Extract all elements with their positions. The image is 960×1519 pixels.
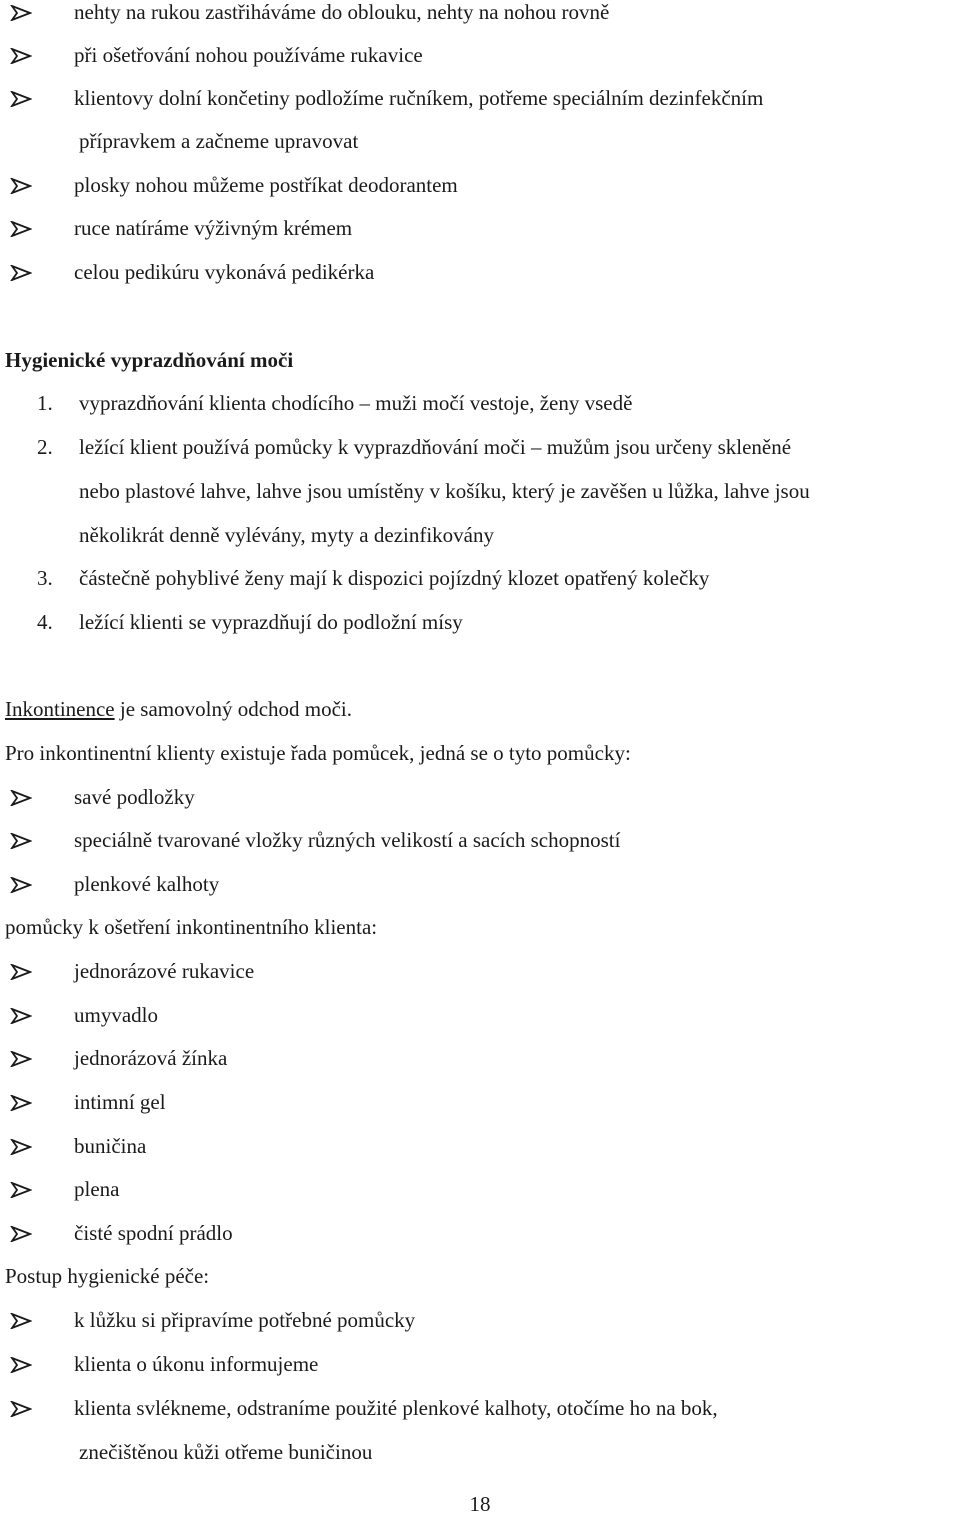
numbered-item	[37, 563, 960, 593]
list-item-text: čisté spodní prádlo	[74, 1221, 233, 1245]
item-text: ležící klient používá pomůcky k vyprazdňování moči – mužům jsou určeny skleněné	[79, 435, 792, 459]
arrowhead-bullet-icon	[10, 790, 32, 806]
item-text: ležící klienti se vyprazdňují do podložní mísy	[79, 610, 463, 634]
item-text: nebo plastové lahve, lahve jsou umístěny v košíku, který je zavěšen u lůžka, lahve jsou	[79, 479, 810, 503]
numbered-item	[37, 607, 960, 637]
list-item-text: jednorázová žínka	[74, 1046, 228, 1070]
paragraph-procedure-intro: Postup hygienické péče:	[5, 1264, 210, 1288]
list-item	[0, 825, 960, 855]
list-item-text: plena	[74, 1177, 120, 1201]
list-item	[0, 1218, 960, 1248]
list-item	[0, 1174, 960, 1204]
item-text: několikrát denně vylévány, myty a dezinfikovány	[79, 523, 495, 547]
list-item	[0, 1087, 960, 1117]
list-item	[0, 869, 960, 899]
arrowhead-bullet-icon	[10, 178, 32, 194]
numbered-item-continuation	[79, 520, 960, 550]
list-item	[0, 170, 960, 200]
list-item-text: buničina	[74, 1134, 147, 1158]
item-text: vyprazdňování klienta chodícího – muži močí vestoje, ženy vsedě	[79, 391, 633, 415]
arrowhead-bullet-icon	[10, 265, 32, 281]
list-item-text: nehty na rukou zastřiháváme do oblouku, nehty na nohou rovně	[74, 0, 610, 24]
arrowhead-bullet-icon	[10, 1008, 32, 1024]
paragraph-aids-intro: Pro inkontinentní klienty existuje řada pomůcek, jedná se o tyto pomůcky:	[5, 741, 631, 765]
list-item-text: klienta svlékneme, odstraníme použité plenkové kalhoty, otočíme ho na bok,	[74, 1396, 718, 1420]
list-item	[0, 1393, 960, 1423]
list-item-text: při ošetřování nohou používáme rukavice	[74, 43, 423, 67]
arrowhead-bullet-icon	[10, 833, 32, 849]
list-item-text: intimní gel	[74, 1090, 166, 1114]
list-item-text: klienta o úkonu informujeme	[74, 1352, 319, 1376]
numbered-item	[37, 432, 960, 462]
arrowhead-bullet-icon	[10, 1051, 32, 1067]
list-item-text: umyvadlo	[74, 1003, 158, 1027]
list-item-text: přípravkem a začneme upravovat	[79, 129, 359, 153]
list-item-continuation	[79, 126, 960, 156]
item-text: částečně pohyblivé ženy mají k dispozici pojízdný klozet opatřený kolečky	[79, 566, 710, 590]
arrowhead-bullet-icon	[10, 1182, 32, 1198]
arrowhead-bullet-icon	[10, 1095, 32, 1111]
arrowhead-bullet-icon	[10, 1357, 32, 1373]
section-heading: Hygienické vyprazdňování moči	[5, 348, 294, 372]
arrowhead-bullet-icon	[10, 48, 32, 64]
list-item-text: plosky nohou můžeme postříkat deodorantem	[74, 173, 458, 197]
list-item	[0, 213, 960, 243]
list-item	[0, 257, 960, 287]
definition-paragraph	[5, 694, 960, 724]
list-item	[0, 782, 960, 812]
list-item	[0, 83, 960, 113]
arrowhead-bullet-icon	[10, 877, 32, 893]
list-item	[0, 1043, 960, 1073]
list-item	[0, 1131, 960, 1161]
arrowhead-bullet-icon	[10, 91, 32, 107]
list-item-text: savé podložky	[74, 785, 195, 809]
numbered-item-continuation	[79, 476, 960, 506]
list-item	[0, 1000, 960, 1030]
list-item-text: celou pedikúru vykonává pedikérka	[74, 260, 375, 284]
arrowhead-bullet-icon	[10, 1401, 32, 1417]
defined-term: Inkontinence	[5, 697, 115, 721]
arrowhead-bullet-icon	[10, 1313, 32, 1329]
paragraph-care-intro: pomůcky k ošetření inkontinentního klienta:	[5, 915, 378, 939]
list-item-text: klientovy dolní končetiny podložíme ručníkem, potřeme speciálním dezinfekčním	[74, 86, 764, 110]
arrowhead-bullet-icon	[10, 221, 32, 237]
list-item	[0, 1349, 960, 1379]
item-number: 1.	[37, 391, 53, 415]
item-number: 2.	[37, 435, 53, 459]
arrowhead-bullet-icon	[10, 964, 32, 980]
list-item-text: plenkové kalhoty	[74, 872, 220, 896]
list-item-continuation	[79, 1437, 960, 1467]
list-item-text: jednorázové rukavice	[74, 959, 255, 983]
item-number: 4.	[37, 610, 53, 634]
list-item	[0, 40, 960, 70]
numbered-item	[37, 388, 960, 418]
list-item-text: k lůžku si připravíme potřebné pomůcky	[74, 1308, 416, 1332]
list-item	[0, 0, 960, 27]
list-item-text: ruce natíráme výživným krémem	[74, 216, 353, 240]
arrowhead-bullet-icon	[10, 5, 32, 21]
item-number: 3.	[37, 566, 53, 590]
arrowhead-bullet-icon	[10, 1226, 32, 1242]
list-item-text: speciálně tvarované vložky různých velikostí a sacích schopností	[74, 828, 621, 852]
definition-text: je samovolný odchod moči.	[114, 697, 353, 721]
list-item	[0, 1305, 960, 1335]
list-item	[0, 956, 960, 986]
arrowhead-bullet-icon	[10, 1139, 32, 1155]
list-item-text: znečištěnou kůži otřeme buničinou	[79, 1440, 373, 1464]
page-number: 18	[469, 1492, 491, 1516]
